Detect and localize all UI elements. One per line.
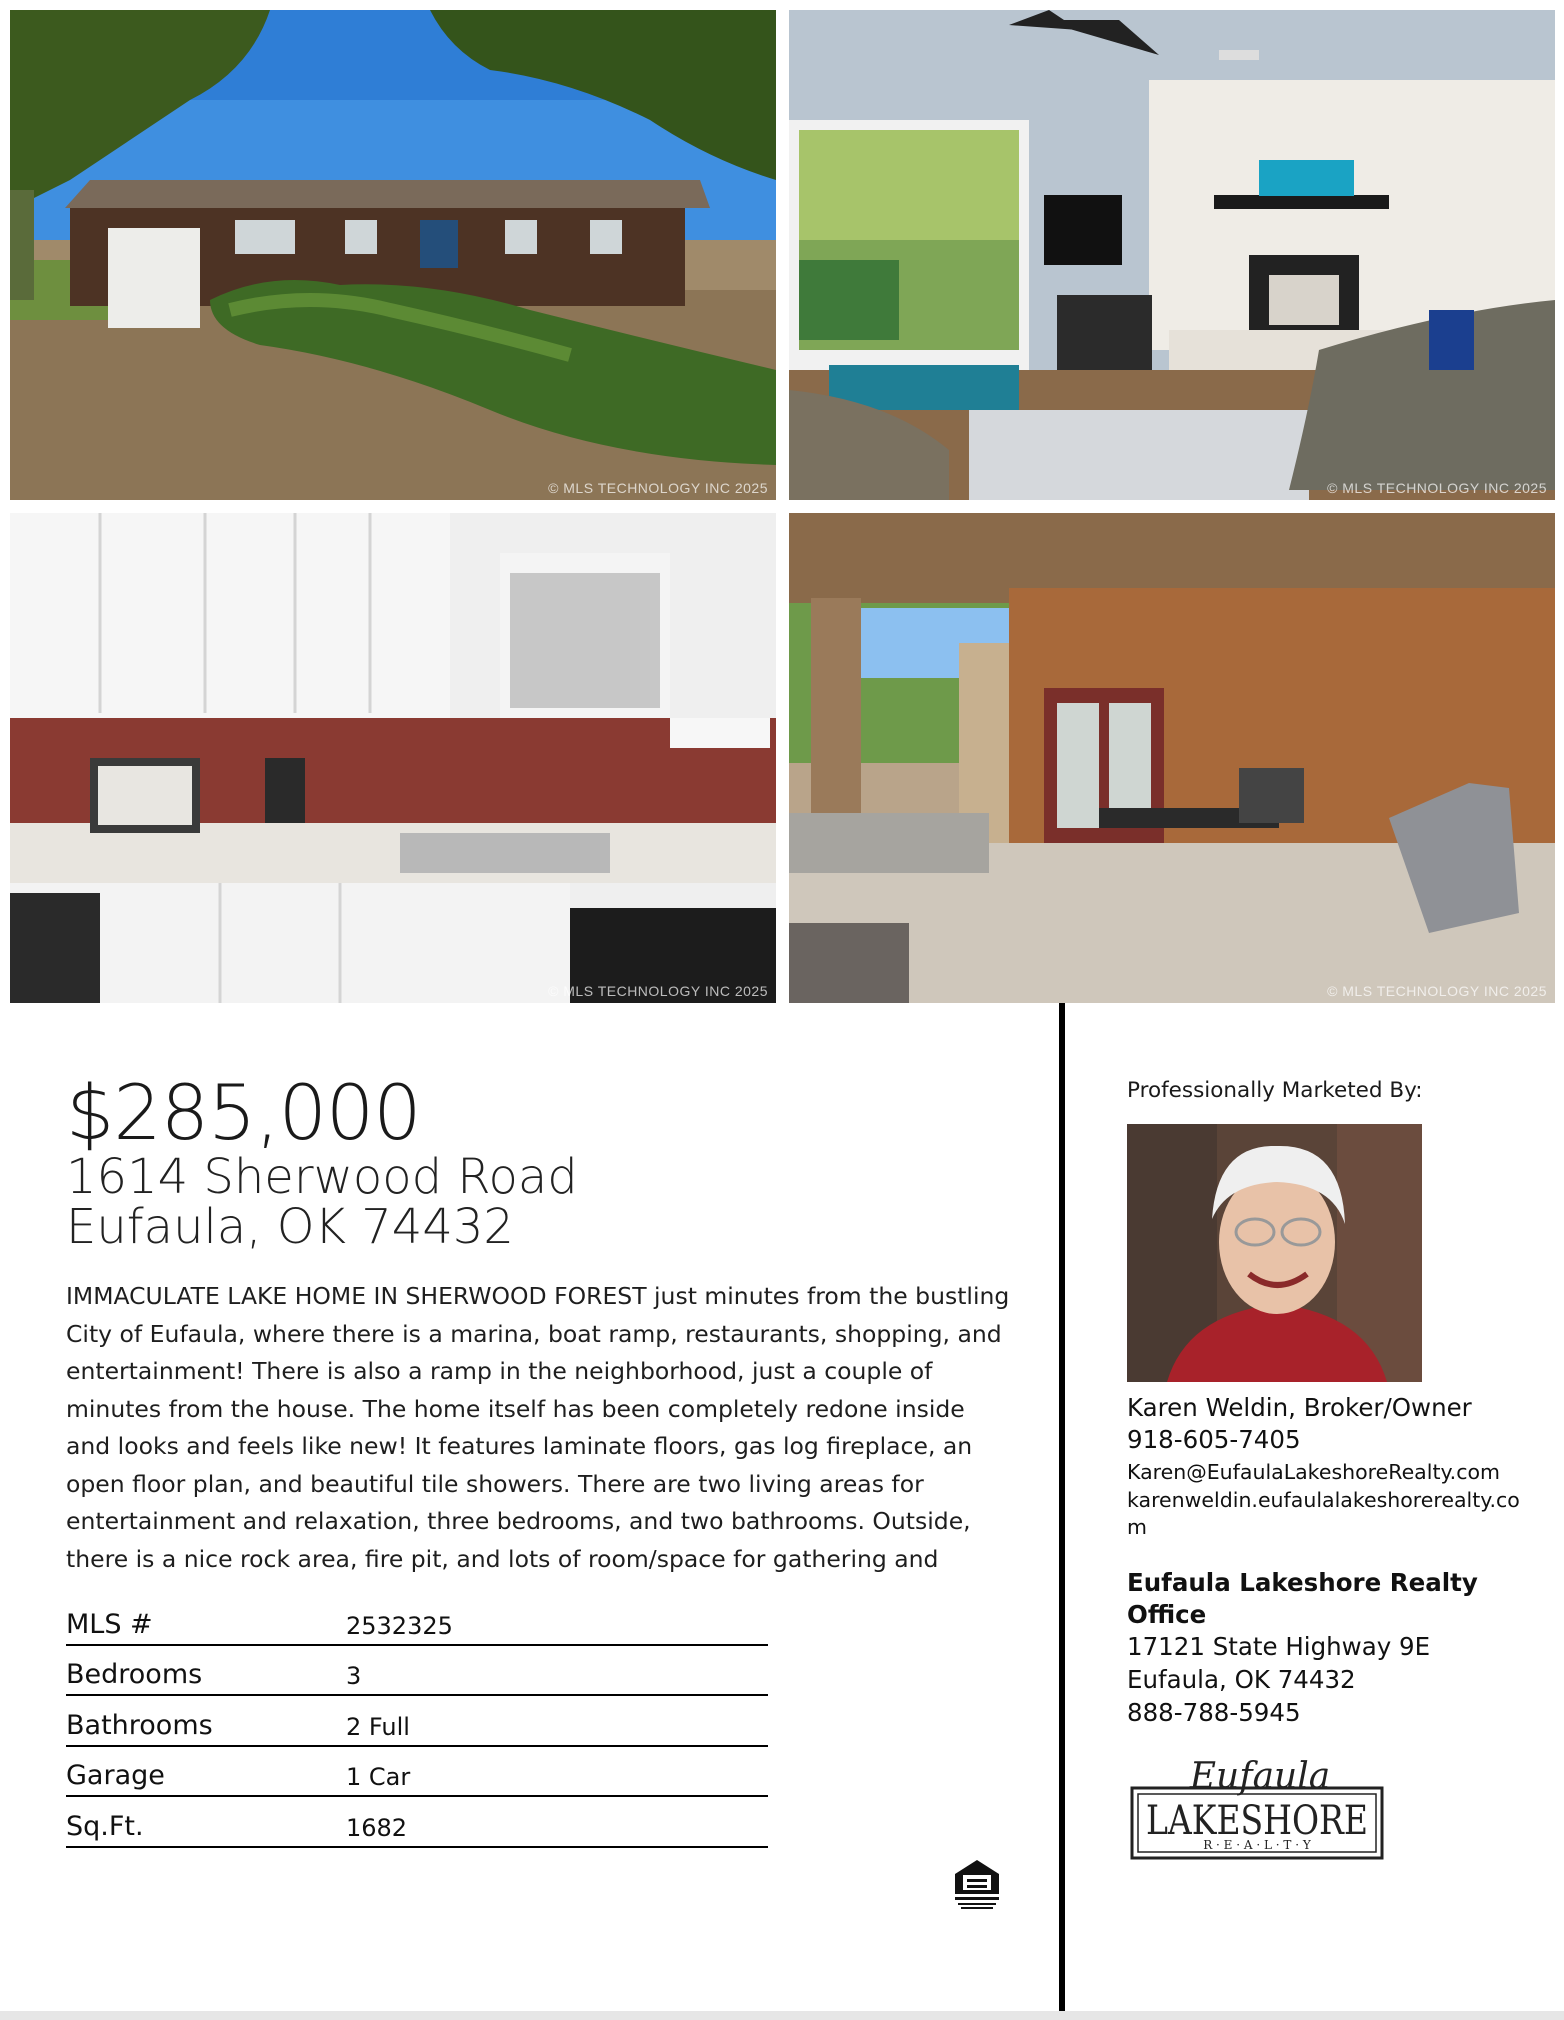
fact-label: Garage (66, 1760, 165, 1791)
address-line-2: Eufaula, OK 74432 (66, 1199, 514, 1255)
listing-description: IMMACULATE LAKE HOME IN SHERWOOD FOREST just minutes from the bustling City of Eufaula, where there is a marina, boat ramp, restaurants, shopping, and entertainment! There is also a ramp in the neighborhood, just a couple of minutes from the house. The home itself has been completely redone inside and looks and feels like new! It features laminate floors, gas log fireplace, an open floor plan, and beautiful tile showers. There are two living areas for entertainment and relaxation, three bedrooms, and two bathrooms. Outside, there is a nice rock area, fire pit, and lots of room/space for gathering and (66, 1282, 1010, 1573)
watermark: © MLS TECHNOLOGY INC 2025 (548, 983, 768, 999)
logo-script: Eufaula (1189, 1756, 1331, 1797)
column-divider (1059, 1003, 1065, 2011)
agent-email[interactable]: Karen@EufaulaLakeshoreRealty.com (1127, 1460, 1500, 1484)
fact-row-bedrooms (66, 1647, 768, 1697)
listing-price: $285,000 (66, 1068, 421, 1157)
office-phone[interactable]: 888-788-5945 (1127, 1698, 1301, 1727)
fact-label: Bathrooms (66, 1709, 213, 1741)
photo-living-room (789, 10, 1555, 500)
agent-website-wrap[interactable]: m (1127, 1515, 1147, 1539)
watermark: © MLS TECHNOLOGY INC 2025 (1327, 983, 1547, 999)
photo-covered-patio (789, 513, 1555, 1003)
agent-website[interactable]: karenweldin.eufaulalakeshorerealty.co (1127, 1488, 1520, 1512)
page-footer-strip (0, 2011, 1564, 2020)
office-name: Eufaula Lakeshore Realty Office (1127, 1568, 1478, 1629)
fact-value: 1682 (346, 1813, 408, 1842)
watermark: © MLS TECHNOLOGY INC 2025 (1327, 480, 1547, 496)
equal-housing-opportunity-icon (952, 1858, 1002, 1910)
logo-sub: R · E · A · L · T · Y (1203, 1838, 1311, 1852)
fact-row-garage (66, 1748, 768, 1798)
agent-name: Karen Weldin, Broker/Owner (1127, 1393, 1472, 1422)
agent-phone[interactable]: 918-605-7405 (1127, 1425, 1301, 1454)
marketed-by-label: Professionally Marketed By: (1127, 1078, 1423, 1103)
watermark: © MLS TECHNOLOGY INC 2025 (548, 480, 768, 496)
photo-kitchen (10, 513, 776, 1003)
address-line-1: 1614 Sherwood Road (66, 1149, 578, 1205)
logo-main: LAKESHORE (1146, 1798, 1368, 1844)
fact-label: Sq.Ft. (66, 1810, 144, 1842)
agent-headshot (1127, 1124, 1422, 1382)
eufaula-lakeshore-realty-logo (1128, 1752, 1386, 1864)
office-address-line-2: Eufaula, OK 74432 (1127, 1665, 1356, 1694)
photo-exterior-front (10, 10, 776, 500)
fact-row-bathrooms (66, 1697, 768, 1747)
fact-row-sqft (66, 1798, 768, 1848)
office-address-line-1: 17121 State Highway 9E (1127, 1632, 1431, 1661)
fact-label: Bedrooms (66, 1659, 203, 1690)
fact-row-mls (66, 1596, 768, 1646)
fact-value: 3 (346, 1662, 362, 1690)
fact-value: 1 Car (346, 1763, 411, 1791)
property-facts-table (66, 1596, 768, 1849)
fact-label: MLS # (66, 1608, 153, 1640)
fact-value: 2532325 (346, 1611, 453, 1640)
fact-value: 2 Full (346, 1712, 410, 1741)
